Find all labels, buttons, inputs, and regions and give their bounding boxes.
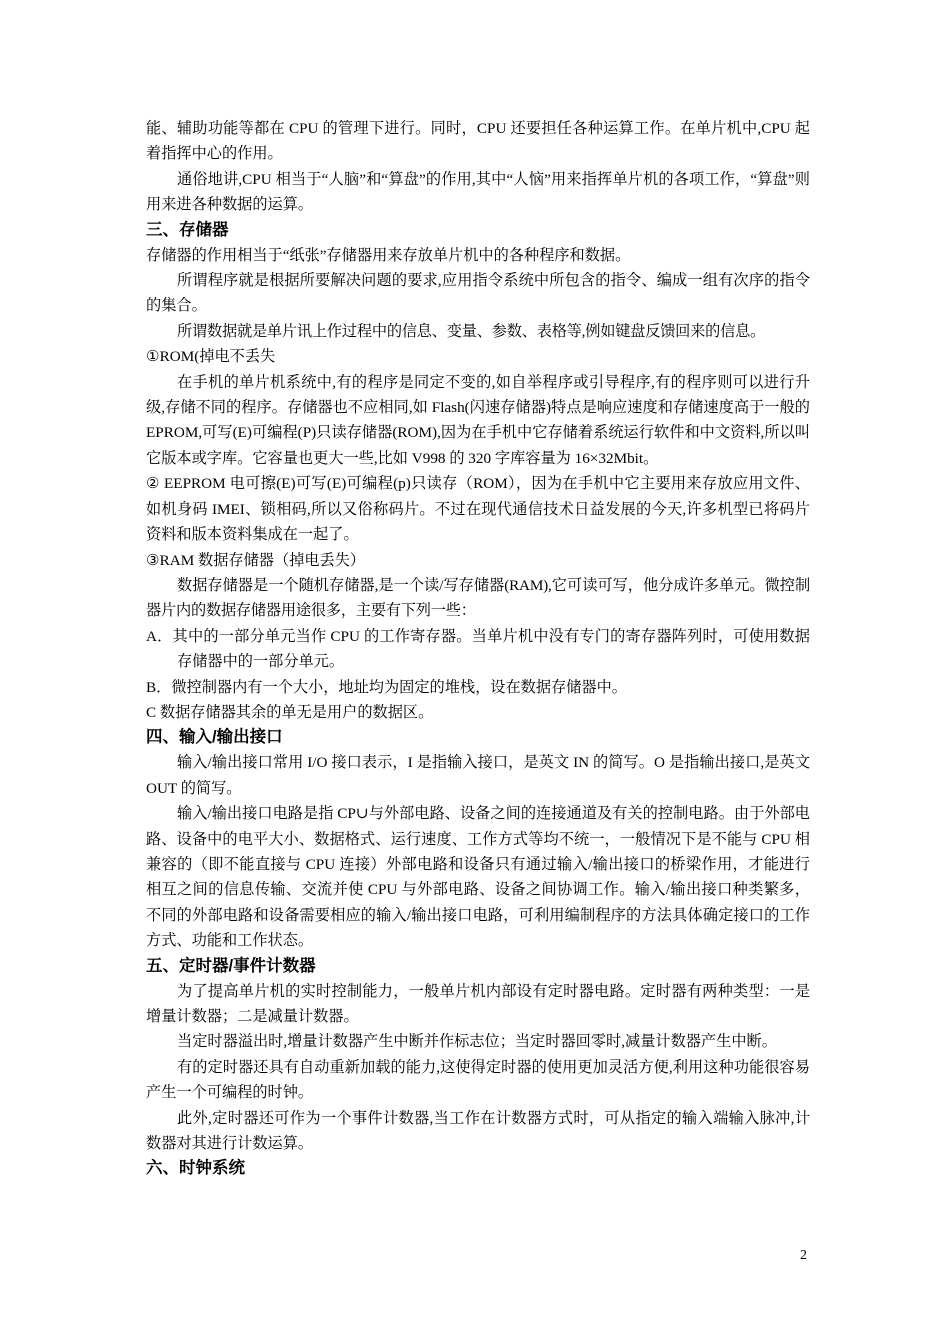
section-heading: 四、输入/输出接口 xyxy=(146,728,283,747)
paragraph: 在手机的单片机系统中,有的程序是同定不变的,如自举程序或引导程序,有的程序则可以进行升级,存储不同的程序。存储器也不应相同,如 Flash(闪速存储器)特点是响应速度和存储速度高于一般的 EPROM,可写(E)可编程(P)只读存储器(ROM),因为在手机中它存储着系统运行软件和中文资料,所以叫它版本或字库。它容量也更大一些,比如 V998 的 320 字库容量为 16×32Mbit。 xyxy=(146,373,810,467)
subheading-ram: ③RAM 数据存储器（掉电丢失） xyxy=(146,551,366,569)
document-body xyxy=(146,116,810,1181)
list-item: B．微控制器内有一个大小，地址均为固定的堆栈，设在数据存储器中。 xyxy=(146,678,627,696)
paragraph: 当定时器溢出时,增量计数器产生中断并作标志位；当定时器回零时,减量计数器产生中断。 xyxy=(177,1033,777,1051)
paragraph: 有的定时器还具有自动重新加载的能力,这使得定时器的使用更加灵活方便,利用这种功能很容易产生一个可编程的时钟。 xyxy=(146,1058,810,1102)
section-heading: 六、时钟系统 xyxy=(146,1159,245,1178)
page-number: 2 xyxy=(800,1248,807,1263)
subheading-rom: ①ROM(掉电不丢失 xyxy=(146,348,276,366)
paragraph: 输入/输出接口电路是指 CP∪与外部电路、设备之间的连接通道及有关的控制电路。由于外部电路、设备中的电平大小、数据格式、运行速度、工作方式等均不统一，一般情况下是不能与 CPU 相兼容的（即不能直接与 CPU 连接）外部电路和设备只有通过输入/输出接口的桥梁作用，才能进行相互之间的信息传输、交流并使 CPU 与外部电路、设备之间协调工作。输入/输出接口种类繁多，不同的外部电路和设备需要相应的输入/输出接口电路，可利用编制程序的方法具体确定接口的工作方式、功能和工作状态。 xyxy=(146,805,810,950)
paragraph: 所谓程序就是根据所要解决问题的要求,应用指令系统中所包含的指令、编成一组有次序的指令的集合。 xyxy=(146,272,810,315)
paragraph: 此外,定时器还可作为一个事件计数器,当工作在计数器方式时，可从指定的输入端输入脉冲,计数器对其进行计数运算。 xyxy=(146,1109,810,1153)
paragraph: 为了提高单片机的实时控制能力，一般单片机内部设有定时器电路。定时器有两种类型：一是增量计数器；二是减量计数器。 xyxy=(146,982,810,1025)
paragraph: 存储器的作用相当于“纸张”存储器用来存放单片机中的各种程序和数据。 xyxy=(146,246,631,264)
paragraph: 数据存储器是一个随机存储器,是一个读/写存储器(RAM),它可读可写，他分成许多单元。微控制器片内的数据存储器用途很多，主要有下列一些： xyxy=(146,576,810,620)
list-item: A．其中的一部分单元当作 CPU 的工作寄存器。当单片机中没有专门的寄存器阵列时，可使用数据存储器中的一部分单元。 xyxy=(146,627,810,671)
section-heading: 三、存储器 xyxy=(146,220,229,239)
paragraph: 通俗地讲,CPU 相当于“人脑”和“算盘”的作用,其中“人恼”用来指挥单片机的各项工作，“算盘”则用来进各种数据的运算。 xyxy=(146,170,810,214)
paragraph: ② EEPROM 电可擦(E)可写(E)可编程(p)只读存（ROM），因为在手机中它主要用来存放应用文件、如机身码 IMEI、锁相码,所以又俗称码片。不过在现代通信技术日益发展的今天,许多机型已将码片资料和版本资料集成在一起了。 xyxy=(146,475,810,544)
paragraph: 所谓数据就是单片讯上作过程中的信息、变量、参数、表格等,例如键盘反馈回来的信息。 xyxy=(177,322,766,340)
section-heading: 五、定时器/事件计数器 xyxy=(146,956,316,975)
list-item: C 数据存储器其余的单无是用户的数据区。 xyxy=(146,703,434,721)
paragraph: 输入/输出接口常用 I/O 接口表示，I 是指输入接口，是英文 IN 的简写。O 是指输出接口,是英文 OUT 的简写。 xyxy=(146,754,810,797)
paragraph: 能、辅助功能等都在 CPU 的管理下进行。同时，CPU 还要担任各种运算工作。在单片机中,CPU 起着指挥中心的作用。 xyxy=(146,120,810,163)
